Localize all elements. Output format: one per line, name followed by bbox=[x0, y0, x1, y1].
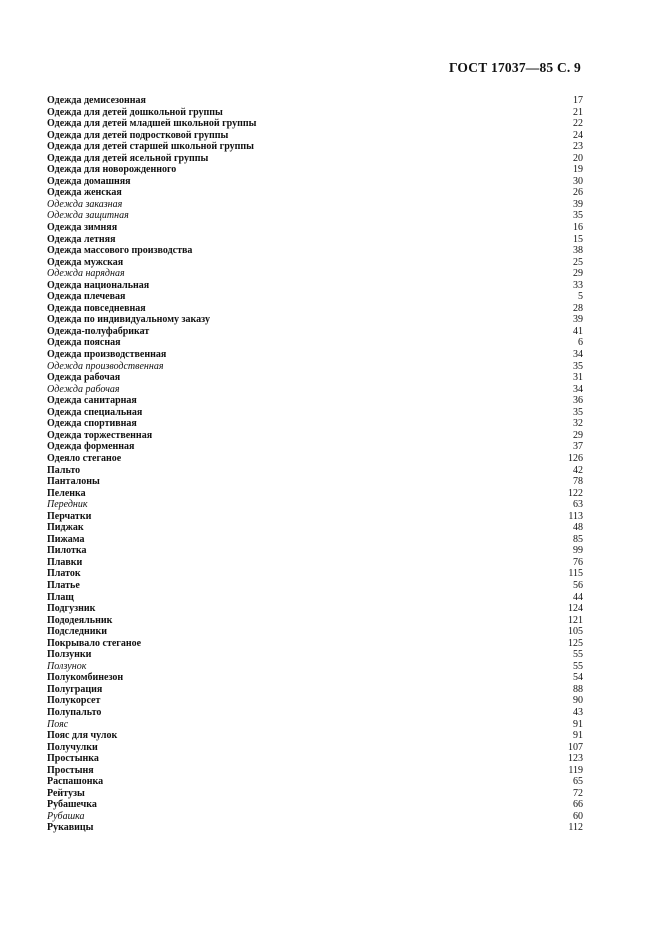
entry-page-number: 29 bbox=[573, 268, 583, 280]
index-entry bbox=[47, 234, 583, 246]
entry-page-number: 91 bbox=[573, 730, 583, 742]
entry-term: Полуграция bbox=[47, 683, 103, 695]
entry-term: Ползунки bbox=[47, 649, 92, 661]
entry-page-number: 33 bbox=[573, 279, 583, 291]
entry-term: Одежда для детей подростковой группы bbox=[47, 129, 229, 141]
index-entry bbox=[47, 349, 583, 361]
entry-page-number: 54 bbox=[573, 672, 583, 684]
index-entry bbox=[47, 788, 583, 800]
index-entry bbox=[47, 765, 583, 777]
index-entry bbox=[47, 118, 583, 130]
entry-page-number: 91 bbox=[573, 718, 583, 730]
entry-page-number: 125 bbox=[568, 637, 583, 649]
index-entry bbox=[47, 372, 583, 384]
index-entry bbox=[47, 280, 583, 292]
entry-term: Одежда защитная bbox=[47, 210, 129, 222]
entry-term: Одежда нарядная bbox=[47, 268, 125, 280]
entry-page-number: 26 bbox=[573, 187, 583, 199]
index-entry bbox=[47, 210, 583, 222]
entry-term: Рубашечка bbox=[47, 799, 97, 811]
index-entry bbox=[47, 661, 583, 673]
entry-page-number: 25 bbox=[573, 256, 583, 268]
entry-page-number: 99 bbox=[573, 545, 583, 557]
entry-term: Одежда демисезонная bbox=[47, 95, 146, 106]
index-entry bbox=[47, 453, 583, 465]
index-entry bbox=[47, 811, 583, 823]
index-entry bbox=[47, 557, 583, 569]
index-entry bbox=[47, 176, 583, 188]
entry-term: Пододеяльник bbox=[47, 614, 113, 626]
entry-term: Пальто bbox=[47, 464, 81, 476]
entry-term: Одеяло стеганое bbox=[47, 452, 122, 464]
entry-page-number: 35 bbox=[573, 406, 583, 418]
entry-term: Одежда-полуфабрикат bbox=[47, 325, 150, 337]
entry-term: Одежда для детей старшей школьной группы bbox=[47, 141, 254, 153]
index-entry bbox=[47, 465, 583, 477]
entry-page-number: 34 bbox=[573, 383, 583, 395]
index-entry bbox=[47, 222, 583, 234]
entry-term: Рубашка bbox=[47, 810, 85, 822]
index-entry bbox=[47, 707, 583, 719]
index-entry bbox=[47, 568, 583, 580]
entry-page-number: 22 bbox=[573, 118, 583, 130]
entry-page-number: 78 bbox=[573, 476, 583, 488]
index-entry bbox=[47, 499, 583, 511]
entry-term: Одежда производственная bbox=[47, 349, 167, 361]
index-entry bbox=[47, 430, 583, 442]
entry-page-number: 37 bbox=[573, 441, 583, 453]
entry-term: Плавки bbox=[47, 556, 83, 568]
entry-term: Одежда поясная bbox=[47, 337, 121, 349]
entry-page-number: 5 bbox=[578, 291, 583, 303]
index-entry bbox=[47, 407, 583, 419]
index-entry bbox=[47, 141, 583, 153]
index-entry bbox=[47, 130, 583, 142]
index-entry bbox=[47, 822, 583, 834]
index-entry bbox=[47, 672, 583, 684]
entry-term: Покрывало стеганое bbox=[47, 637, 142, 649]
entry-page-number: 32 bbox=[573, 418, 583, 430]
entry-page-number: 55 bbox=[573, 660, 583, 672]
entry-page-number: 39 bbox=[573, 314, 583, 326]
entry-page-number: 15 bbox=[573, 233, 583, 245]
entry-term: Пеленка bbox=[47, 487, 86, 499]
entry-page-number: 43 bbox=[573, 706, 583, 718]
index-entry bbox=[47, 441, 583, 453]
index-entry bbox=[47, 742, 583, 754]
index-entry bbox=[47, 799, 583, 811]
entry-page-number: 88 bbox=[573, 683, 583, 695]
entry-page-number: 36 bbox=[573, 395, 583, 407]
entry-term: Полукорсет bbox=[47, 695, 101, 707]
index-entry bbox=[47, 326, 583, 338]
entry-page-number: 123 bbox=[568, 753, 583, 765]
entry-term: Одежда для детей дошкольной группы bbox=[47, 106, 223, 118]
entry-term: Передник bbox=[47, 499, 88, 511]
index-entry bbox=[47, 580, 583, 592]
entry-page-number: 121 bbox=[568, 614, 583, 626]
entry-page-number: 122 bbox=[568, 487, 583, 499]
index-entry bbox=[47, 187, 583, 199]
entry-term: Одежда по индивидуальному заказу bbox=[47, 314, 210, 326]
entry-term: Одежда женская bbox=[47, 187, 122, 199]
entry-term: Пояс bbox=[47, 718, 69, 730]
entry-page-number: 24 bbox=[573, 129, 583, 141]
entry-page-number: 16 bbox=[573, 222, 583, 234]
entry-page-number: 17 bbox=[573, 95, 583, 106]
entry-page-number: 39 bbox=[573, 198, 583, 210]
entry-term: Полупальто bbox=[47, 706, 102, 718]
entry-term: Пояс для чулок bbox=[47, 730, 118, 742]
entry-page-number: 31 bbox=[573, 372, 583, 384]
entry-term: Одежда производственная bbox=[47, 360, 164, 372]
entry-page-number: 107 bbox=[568, 741, 583, 753]
entry-term: Одежда национальная bbox=[47, 279, 150, 291]
entry-term: Одежда рабочая bbox=[47, 383, 120, 395]
entry-page-number: 20 bbox=[573, 152, 583, 164]
entry-page-number: 72 bbox=[573, 787, 583, 799]
entry-page-number: 19 bbox=[573, 164, 583, 176]
entry-term: Платье bbox=[47, 579, 80, 591]
entry-page-number: 56 bbox=[573, 579, 583, 591]
entry-page-number: 21 bbox=[573, 106, 583, 118]
index-entry bbox=[47, 153, 583, 165]
entry-term: Одежда мужская bbox=[47, 256, 124, 268]
entry-term: Простынка bbox=[47, 753, 99, 765]
index-entry bbox=[47, 649, 583, 661]
index-entry bbox=[47, 638, 583, 650]
entry-term: Одежда торжественная bbox=[47, 429, 153, 441]
entry-term: Одежда для детей младшей школьной группы bbox=[47, 118, 257, 130]
entry-term: Перчатки bbox=[47, 510, 92, 522]
index-entry bbox=[47, 695, 583, 707]
entry-term: Одежда домашняя bbox=[47, 175, 131, 187]
index-entry bbox=[47, 488, 583, 500]
entry-page-number: 48 bbox=[573, 522, 583, 534]
entry-page-number: 29 bbox=[573, 429, 583, 441]
entry-term: Панталоны bbox=[47, 476, 100, 488]
entry-term: Одежда для новорожденного bbox=[47, 164, 177, 176]
index-entry bbox=[47, 776, 583, 788]
entry-term: Подгузник bbox=[47, 603, 96, 615]
entry-page-number: 6 bbox=[578, 337, 583, 349]
index-entry bbox=[47, 534, 583, 546]
index-entry bbox=[47, 476, 583, 488]
index-entry bbox=[47, 291, 583, 303]
entry-term: Плащ bbox=[47, 591, 74, 603]
entry-term: Одежда для детей ясельной группы bbox=[47, 152, 209, 164]
entry-term: Одежда заказная bbox=[47, 198, 123, 210]
entry-term: Одежда массового производства bbox=[47, 245, 193, 257]
index-entry bbox=[47, 626, 583, 638]
entry-page-number: 38 bbox=[573, 245, 583, 257]
entry-term: Одежда летняя bbox=[47, 233, 116, 245]
entry-term: Пижама bbox=[47, 533, 85, 545]
index-entry bbox=[47, 95, 583, 107]
index-entry bbox=[47, 107, 583, 119]
index-entry bbox=[47, 592, 583, 604]
entry-page-number: 65 bbox=[573, 776, 583, 788]
entry-page-number: 115 bbox=[568, 568, 583, 580]
index-entry bbox=[47, 361, 583, 373]
index-entry bbox=[47, 337, 583, 349]
index-entry bbox=[47, 511, 583, 523]
entry-term: Одежда спортивная bbox=[47, 418, 137, 430]
index-entry bbox=[47, 268, 583, 280]
entry-page-number: 90 bbox=[573, 695, 583, 707]
entry-page-number: 124 bbox=[568, 603, 583, 615]
index-entry bbox=[47, 730, 583, 742]
page-header: ГОСТ 17037—85 С. 9 bbox=[448, 60, 581, 75]
index-entry bbox=[47, 418, 583, 430]
entry-term: Распашонка bbox=[47, 776, 104, 788]
entry-page-number: 34 bbox=[573, 349, 583, 361]
entry-page-number: 35 bbox=[573, 210, 583, 222]
index-entry bbox=[47, 384, 583, 396]
index-entry bbox=[47, 199, 583, 211]
entry-term: Одежда форменная bbox=[47, 441, 135, 453]
entry-page-number: 28 bbox=[573, 302, 583, 314]
index-entry bbox=[47, 303, 583, 315]
entry-term: Одежда санитарная bbox=[47, 395, 137, 407]
index-entry bbox=[47, 314, 583, 326]
entry-page-number: 126 bbox=[568, 452, 583, 464]
entry-page-number: 42 bbox=[573, 464, 583, 476]
entry-page-number: 85 bbox=[573, 533, 583, 545]
entry-page-number: 76 bbox=[573, 556, 583, 568]
index-entry bbox=[47, 603, 583, 615]
entry-page-number: 60 bbox=[573, 810, 583, 822]
index-entry bbox=[47, 257, 583, 269]
entry-term: Рукавицы bbox=[47, 822, 94, 834]
entry-term: Ползунок bbox=[47, 660, 87, 672]
entry-term: Простыня bbox=[47, 764, 94, 776]
entry-term: Одежда специальная bbox=[47, 406, 143, 418]
index-entry bbox=[47, 615, 583, 627]
entry-term: Одежда повседневная bbox=[47, 302, 146, 314]
entry-page-number: 105 bbox=[568, 626, 583, 638]
index-entry bbox=[47, 164, 583, 176]
entry-term: Пилотка bbox=[47, 545, 87, 557]
entry-page-number: 55 bbox=[573, 649, 583, 661]
entry-page-number: 112 bbox=[568, 822, 583, 834]
entry-term: Одежда зимняя bbox=[47, 222, 118, 234]
entry-term: Получулки bbox=[47, 741, 98, 753]
index-entry bbox=[47, 684, 583, 696]
index-entry bbox=[47, 395, 583, 407]
entry-term: Рейтузы bbox=[47, 787, 85, 799]
entry-term: Подследники bbox=[47, 626, 108, 638]
entry-page-number: 63 bbox=[573, 499, 583, 511]
index-list bbox=[47, 95, 583, 834]
entry-page-number: 119 bbox=[568, 764, 583, 776]
entry-term: Пиджак bbox=[47, 522, 84, 534]
entry-page-number: 44 bbox=[573, 591, 583, 603]
entry-term: Одежда рабочая bbox=[47, 372, 121, 384]
entry-term: Платок bbox=[47, 568, 81, 580]
entry-page-number: 41 bbox=[573, 325, 583, 337]
index-entry bbox=[47, 522, 583, 534]
index-entry bbox=[47, 545, 583, 557]
entry-term: Полукомбинезон bbox=[47, 672, 124, 684]
index-entry bbox=[47, 753, 583, 765]
entry-page-number: 113 bbox=[568, 510, 583, 522]
entry-page-number: 30 bbox=[573, 175, 583, 187]
entry-page-number: 23 bbox=[573, 141, 583, 153]
index-entry bbox=[47, 245, 583, 257]
entry-term: Одежда плечевая bbox=[47, 291, 126, 303]
entry-page-number: 35 bbox=[573, 360, 583, 372]
index-entry bbox=[47, 719, 583, 731]
entry-page-number: 66 bbox=[573, 799, 583, 811]
